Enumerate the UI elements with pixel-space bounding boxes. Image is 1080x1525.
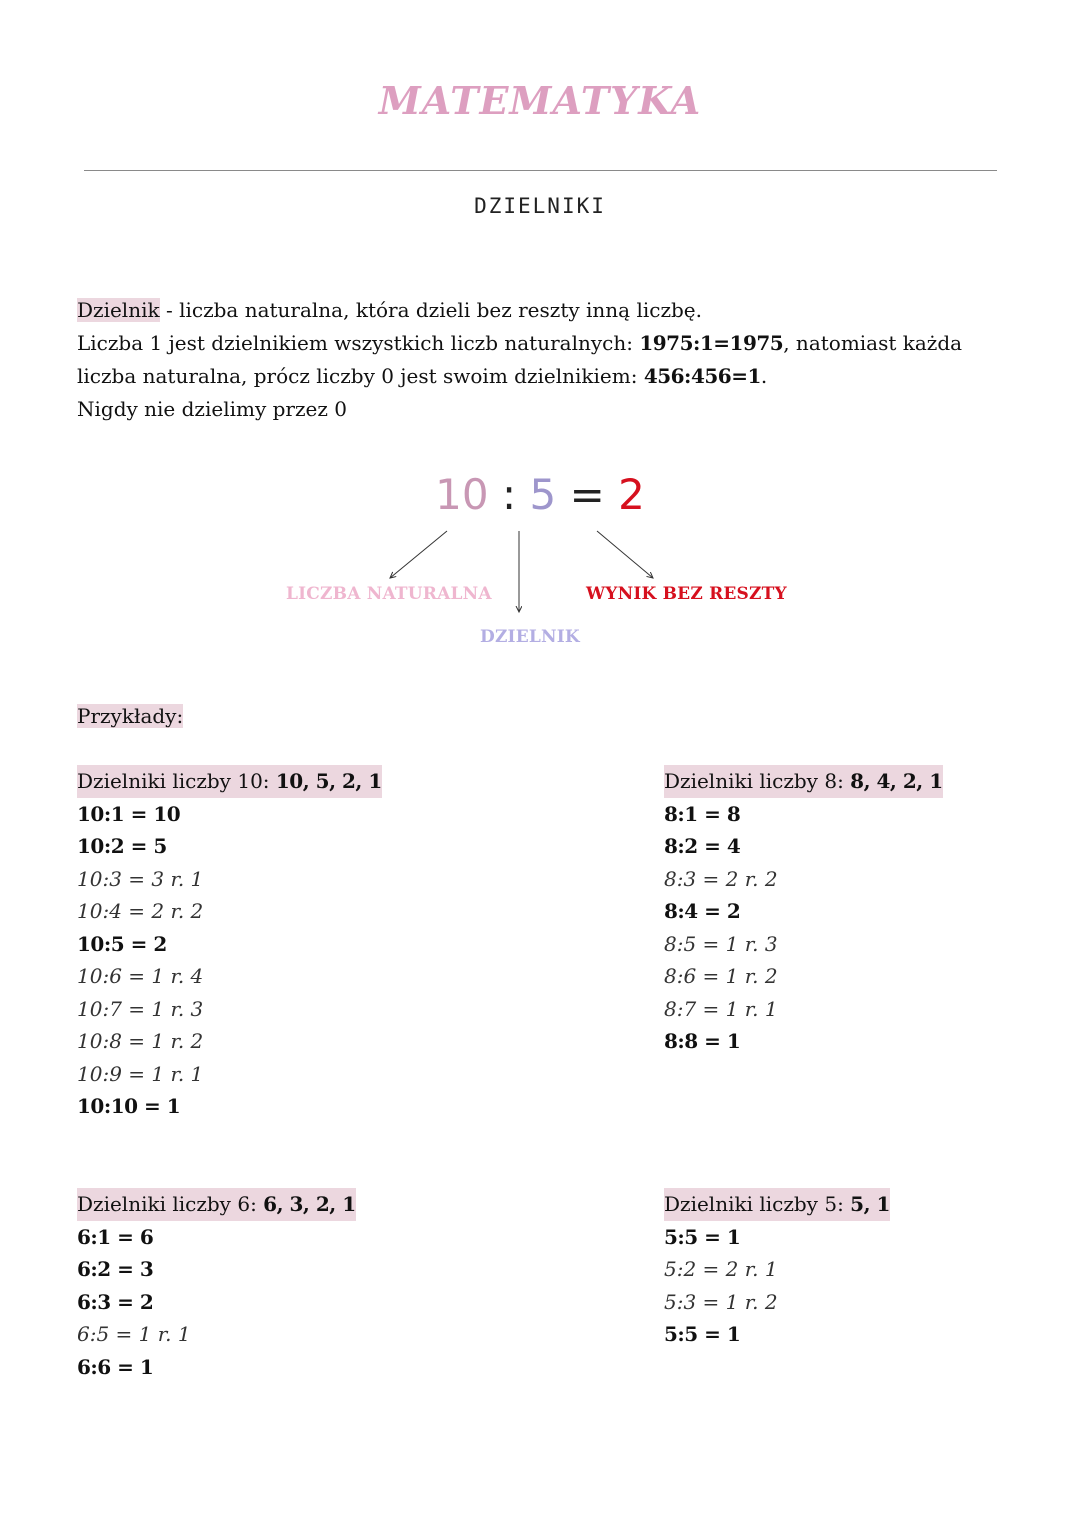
- division-row-exact: 10:10 = 1: [77, 1094, 181, 1118]
- division-row-exact: 6:2 = 3: [77, 1257, 154, 1281]
- label-natural-number: LICZBA NATURALNA: [286, 584, 492, 604]
- definition-text: - liczba naturalna, która dzieli bez reszty inną liczbę.: [159, 298, 702, 322]
- arrow-to-result: [597, 531, 653, 578]
- block-heading-text: Dzielniki liczby 8:: [664, 769, 851, 793]
- block-heading-text: Dzielniki liczby 5:: [664, 1192, 851, 1216]
- block-heading-divisors: 10, 5, 2, 1: [275, 769, 382, 793]
- result: 2: [618, 470, 645, 519]
- block-heading-divisors: 5, 1: [850, 1192, 890, 1216]
- period: .: [760, 364, 768, 388]
- division-row-exact: 10:1 = 10: [77, 801, 181, 826]
- division-row-exact: 6:6 = 1: [77, 1354, 154, 1379]
- division-row-exact: 8:1 = 8: [664, 801, 741, 826]
- block-heading: [77, 1188, 356, 1221]
- examples-label: Przykłady:: [77, 704, 184, 728]
- block-heading-text: Dzielniki liczby 6:: [77, 1192, 264, 1216]
- division-row-remainder: 10:7 = 1 r. 3: [77, 996, 204, 1021]
- arrow-to-natural: [390, 531, 447, 578]
- division-row-remainder: 8:7 = 1 r. 1: [664, 996, 778, 1021]
- block-heading: [664, 1188, 890, 1221]
- division-row-exact: 5:5 = 1: [664, 1322, 741, 1346]
- rule-text: Liczba 1 jest dzielnikiem wszystkich liczb naturalnych:: [77, 331, 640, 355]
- division-row-remainder: 10:9 = 1 r. 1: [77, 1061, 204, 1086]
- division-row-exact: 8:4 = 2: [664, 899, 741, 923]
- rule-text-tail: , natomiast każda liczba naturalna, prócz liczby 0 jest swoim dzielnikiem:: [77, 331, 963, 388]
- division-row-exact: 6:3 = 2: [77, 1289, 154, 1314]
- division-row-exact: 6:1 = 6: [77, 1224, 154, 1249]
- division-row-remainder: 5:2 = 2 r. 1: [664, 1257, 778, 1281]
- block-heading-highlight: [664, 765, 943, 798]
- division-row-exact: 10:2 = 5: [77, 834, 167, 858]
- divisors-block-6: [77, 1188, 356, 1383]
- divisors-block-8: [664, 765, 943, 1058]
- term-highlight: Dzielnik: [77, 298, 160, 322]
- division-row-remainder: 8:6 = 1 r. 2: [664, 964, 778, 988]
- block-heading-divisors: 8, 4, 2, 1: [850, 769, 943, 793]
- block-heading-highlight: [664, 1188, 890, 1221]
- division-row-exact: 8:8 = 1: [664, 1029, 741, 1053]
- page-title: MATEMATYKA: [378, 78, 702, 123]
- divisors-block-5: [664, 1188, 890, 1351]
- example-equation-self: 456:456=1: [643, 364, 761, 388]
- example-equation: 1975:1=1975: [639, 331, 784, 355]
- colon-sign: :: [501, 470, 517, 519]
- division-row-remainder: 8:5 = 1 r. 3: [664, 931, 778, 956]
- division-row-exact: 5:5 = 1: [664, 1224, 741, 1249]
- divisors-block-10: [77, 765, 382, 1123]
- divisor: 5: [529, 470, 557, 519]
- division-row-remainder: 6:5 = 1 r. 1: [77, 1322, 191, 1346]
- label-result: WYNIK BEZ RESZTY: [586, 584, 787, 604]
- block-heading-text: Dzielniki liczby 10:: [77, 769, 276, 793]
- label-divisor: DZIELNIK: [480, 627, 580, 647]
- diagram-arrows: [0, 0, 1080, 700]
- division-row-exact: 10:5 = 2: [77, 931, 167, 956]
- division-row-remainder: 8:3 = 2 r. 2: [664, 866, 778, 891]
- division-row-remainder: 10:6 = 1 r. 4: [77, 964, 204, 988]
- block-heading-highlight: [77, 1188, 356, 1221]
- dividend: 10: [435, 470, 489, 519]
- equals-sign: =: [569, 470, 605, 519]
- section-heading: DZIELNIKI: [474, 194, 606, 218]
- examples-heading: [77, 700, 183, 733]
- block-heading-highlight: [77, 765, 382, 798]
- zero-rule: Nigdy nie dzielimy przez 0: [77, 397, 347, 421]
- block-heading-divisors: 6, 3, 2, 1: [263, 1192, 356, 1216]
- block-heading: [77, 765, 382, 798]
- division-row-remainder: 10:4 = 2 r. 2: [77, 899, 204, 923]
- division-row-remainder: 10:8 = 1 r. 2: [77, 1029, 204, 1053]
- block-heading: [664, 765, 943, 798]
- division-row-exact: 8:2 = 4: [664, 834, 741, 858]
- division-row-remainder: 10:3 = 3 r. 1: [77, 866, 204, 891]
- division-row-remainder: 5:3 = 1 r. 2: [664, 1289, 778, 1314]
